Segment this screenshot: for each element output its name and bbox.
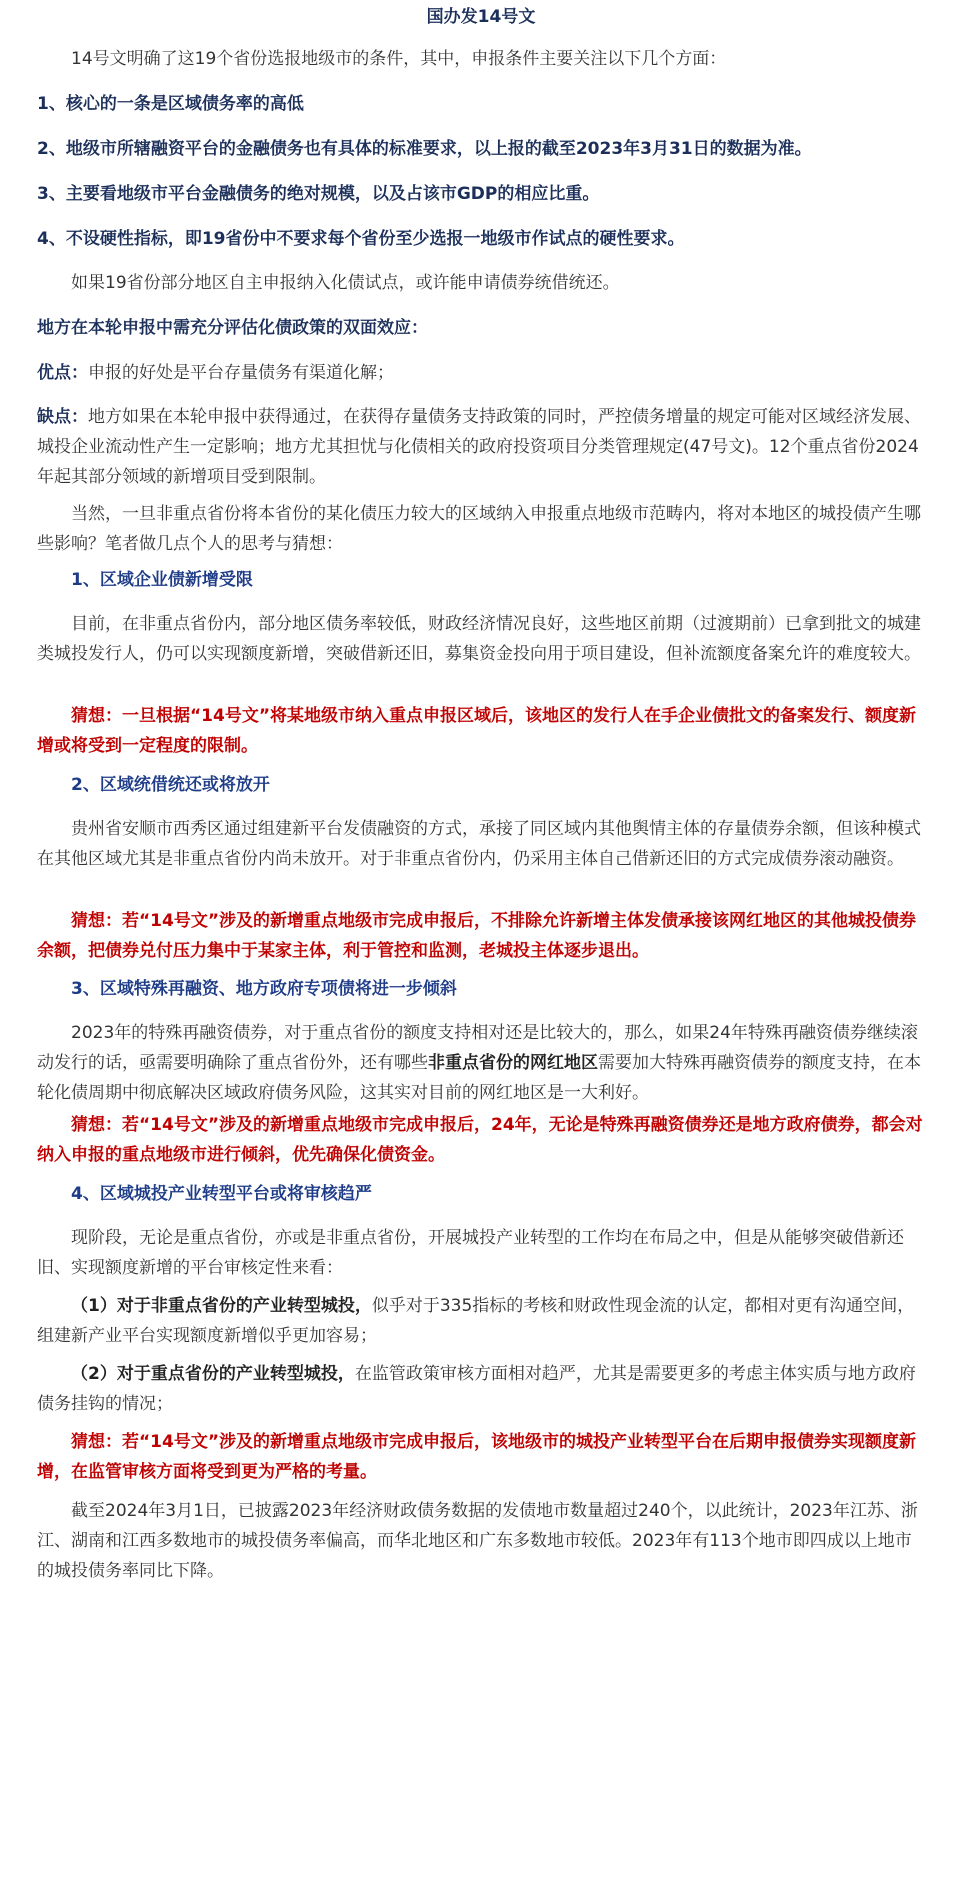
pros-text: 申报的好处是平台存量债务有渠道化解； [88, 363, 394, 383]
final-paragraph: 截至2024年3月1日，已披露2023年经济财政债务数据的发债地市数量超过240个，以此统计，2023年江苏、浙江、湖南和江西多数地市的城投债务率偏高，而华北地区和广东多数地市较低。2023年有113个地市即四成以上地市的城投债务率同比下降。 [37, 1501, 918, 1581]
point-1-text: 似乎对于335指标的考核和财政性现金流的认定，都相对更有沟通空间，组建新产业平台实现额度新增似乎更加容易； [37, 1296, 915, 1346]
cons-text: 地方如果在本轮申报中获得通过，在获得存量债务支持政策的同时，严控债务增量的规定可能对区域经济发展、城投企业流动性产生一定影响；地方尤其担忧与化债相关的政府投资项目分类管理规定(47号文)。12个重点省份2024年起其部分领域的新增项目受到限制。 [37, 407, 921, 487]
section-3-highlight: 非重点省份的网红地区 [428, 1053, 598, 1073]
condition-2: 2、地级市所辖融资平台的金融债务也有具体的标准要求，以上报的截至2023年3月31日的数据为准。 [37, 139, 812, 159]
point-1-label: （1）对于非重点省份的产业转型城投， [71, 1296, 372, 1316]
section-3-heading: 3、区域特殊再融资、地方政府专项债将进一步倾斜 [71, 979, 457, 999]
condition-3: 3、主要看地级市平台金融债务的绝对规模，以及占该市GDP的相应比重。 [37, 184, 600, 204]
section-2-heading: 2、区域统借统还或将放开 [71, 775, 270, 795]
section-4-heading: 4、区域城投产业转型平台或将审核趋严 [71, 1184, 372, 1204]
section-1-guess: 猜想：一旦根据“14号文”将某地级市纳入重点申报区域后，该地区的发行人在手企业债批文的备案发行、额度新增或将受到一定程度的限制。 [37, 706, 917, 756]
point-2-label: （2）对于重点省份的产业转型城投， [71, 1364, 355, 1384]
condition-4: 4、不设硬性指标，即19省份中不要求每个省份至少选报一地级市作试点的硬性要求。 [37, 229, 685, 249]
cons-label: 缺点： [37, 407, 88, 427]
section-4-guess: 猜想：若“14号文”涉及的新增重点地级市完成申报后，该地级市的城投产业转型平台在后期申报债券实现额度新增，在监管审核方面将受到更为严格的考量。 [37, 1432, 917, 1482]
section-2-body: 贵州省安顺市西秀区通过组建新平台发债融资的方式，承接了同区域内其他舆情主体的存量债券余额，但该种模式在其他区域尤其是非重点省份内尚未放开。对于非重点省份内，仍采用主体自己借新还旧的方式完成债券滚动融资。 [37, 819, 921, 869]
section-4-point-1 [37, 1291, 925, 1351]
pros-label: 优点： [37, 363, 88, 383]
article-title: 国办发14号文 [426, 7, 536, 27]
point-2-text: 在监管政策审核方面相对趋严，尤其是需要更多的考虑主体实质与地方政府债务挂钩的情况； [37, 1364, 916, 1414]
section-3-body-b: 需要加大特殊再融资债券的额度支持，在本轮化债周期中彻底解决区域政府债务风险，这其实对目前的网红地区是一大利好。 [37, 1053, 921, 1103]
section-4-body: 现阶段，无论是重点省份，亦或是非重点省份，开展城投产业转型的工作均在布局之中，但是从能够突破借新还旧、实现额度新增的平台审核定性来看： [37, 1228, 904, 1278]
section-3-body-a: 2023年的特殊再融资债券，对于重点省份的额度支持相对还是比较大的，那么，如果24年特殊再融资债券继续滚动发行的话，亟需要明确除了重点省份外，还有哪些 [37, 1023, 918, 1073]
if-paragraph: 如果19省份部分地区自主申报纳入化债试点，或许能申请债券统借统还。 [71, 273, 620, 293]
dual-effect-heading: 地方在本轮申报中需充分评估化债政策的双面效应： [37, 318, 428, 338]
cons-paragraph [37, 402, 925, 492]
section-1-body: 目前，在非重点省份内，部分地区债务率较低，财政经济情况良好，这些地区前期（过渡期前）已拿到批文的城建类城投发行人，仍可以实现额度新增，突破借新还旧，募集资金投向用于项目建设，但补流额度备案允许的难度较大。 [37, 614, 921, 664]
section-2-guess: 猜想：若“14号文”涉及的新增重点地级市完成申报后，不排除允许新增主体发债承接该网红地区的其他城投债券余额，把债券兑付压力集中于某家主体，利于管控和监测，老城投主体逐步退出。 [37, 911, 917, 961]
pros-paragraph [37, 358, 925, 388]
section-3-guess: 猜想：若“14号文”涉及的新增重点地级市完成申报后，24年，无论是特殊再融资债券还是地方政府债券，都会对纳入申报的重点地级市进行倾斜，优先确保化债资金。 [37, 1115, 923, 1165]
section-4-point-2 [37, 1359, 925, 1419]
section-1-heading: 1、区域企业债新增受限 [71, 570, 253, 590]
condition-1: 1、核心的一条是区域债务率的高低 [37, 94, 304, 114]
think-paragraph: 当然，一旦非重点省份将本省份的某化债压力较大的区域纳入申报重点地级市范畴内，将对本地区的城投债产生哪些影响？笔者做几点个人的思考与猜想： [37, 504, 921, 554]
section-3-body [37, 1018, 925, 1108]
intro-paragraph: 14号文明确了这19个省份选报地级市的条件，其中，申报条件主要关注以下几个方面： [71, 49, 727, 69]
